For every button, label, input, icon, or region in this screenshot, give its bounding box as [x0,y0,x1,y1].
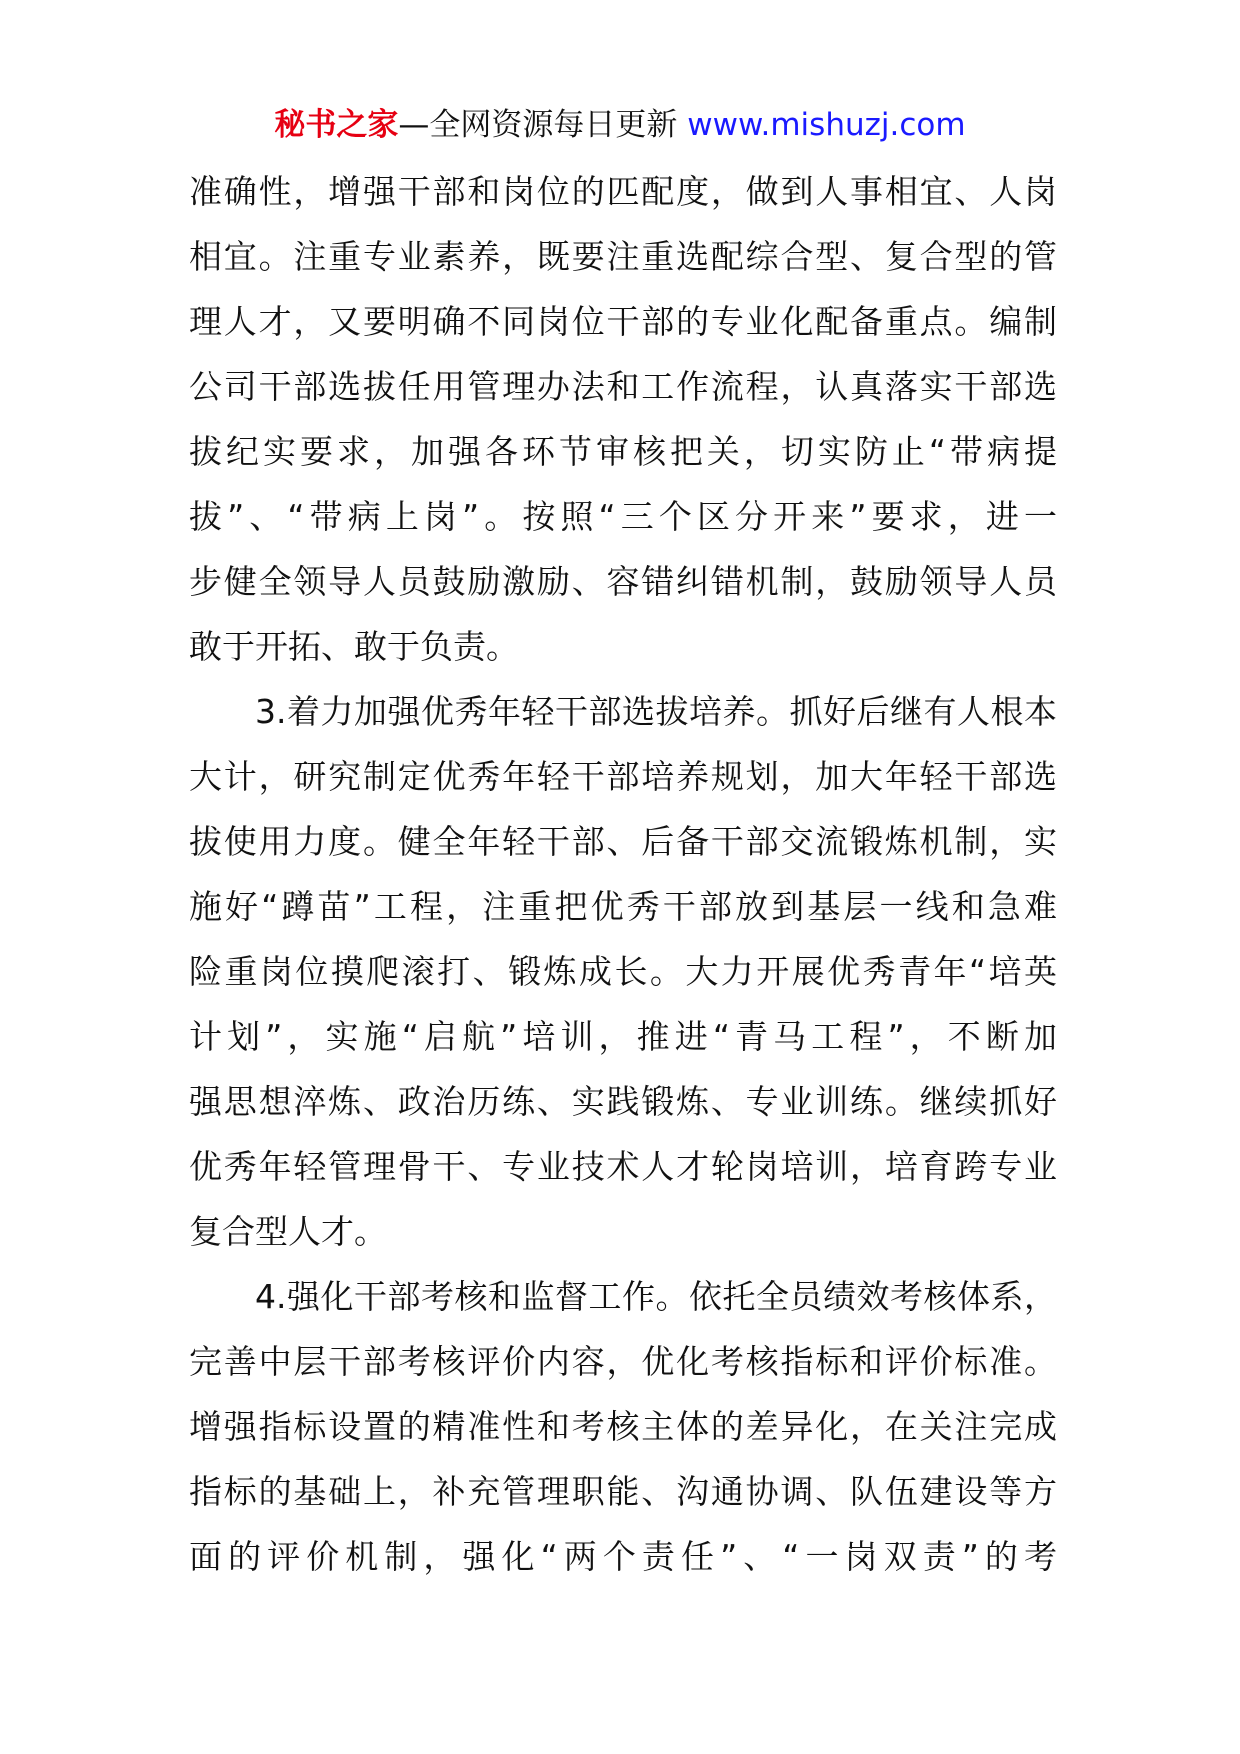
text-line: 相宜。注重专业素养，既要注重选配综合型、复合型的管 [189,237,1057,276]
text-line: 3.着力加强优秀年轻干部选拔培养。抓好后继有人根本 [255,692,1057,731]
text-line: 计划”，实施“启航”培训，推进“青马工程”，不断加 [189,1017,1057,1056]
text-line: 拔使用力度。健全年轻干部、后备干部交流锻炼机制，实 [189,822,1057,861]
text-line: 理人才，又要明确不同岗位干部的专业化配备重点。编制 [189,302,1057,341]
page-header [0,105,1240,145]
paragraph-2 [189,679,1057,1264]
text-line: 施好“蹲苗”工程，注重把优秀干部放到基层一线和急难 [189,887,1057,926]
text-line: 准确性，增强干部和岗位的匹配度，做到人事相宜、人岗 [189,172,1057,211]
paragraph-1 [189,159,1057,679]
text-line: 险重岗位摸爬滚打、锻炼成长。大力开展优秀青年“培英 [189,952,1057,991]
text-line: 步健全领导人员鼓励激励、容错纠错机制，鼓励领导人员 [189,562,1057,601]
text-line: 指标的基础上，补充管理职能、沟通协调、队伍建设等方 [189,1472,1057,1511]
text-line: 公司干部选拔任用管理办法和工作流程，认真落实干部选 [189,367,1057,406]
text-line: 大计，研究制定优秀年轻干部培养规划，加大年轻干部选 [189,757,1057,796]
paragraph-3 [189,1264,1057,1589]
text-line: 面的评价机制，强化“两个责任”、“一岗双责”的考 [189,1537,1057,1576]
text-line: 完善中层干部考核评价内容，优化考核指标和评价标准。 [189,1342,1057,1381]
text-line: 复合型人才。 [189,1212,387,1251]
text-line: 增强指标设置的精准性和考核主体的差异化，在关注完成 [189,1407,1057,1446]
text-line: 拔”、“带病上岗”。按照“三个区分开来”要求，进一 [189,497,1057,536]
site-tagline: —全网资源每日更新 [398,107,678,143]
text-line: 拔纪实要求，加强各环节审核把关，切实防止“带病提 [189,432,1057,471]
text-line: 4.强化干部考核和监督工作。依托全员绩效考核体系， [255,1277,1057,1316]
text-line: 优秀年轻管理骨干、专业技术人才轮岗培训，培育跨专业 [189,1147,1057,1186]
site-brand: 秘书之家 [274,107,399,143]
text-line: 敢于开拓、敢于负责。 [189,627,519,666]
body-text [189,159,1057,1589]
text-line: 强思想淬炼、政治历练、实践锻炼、专业训练。继续抓好 [189,1082,1057,1121]
site-url: www.mishuzj.com [687,107,966,143]
